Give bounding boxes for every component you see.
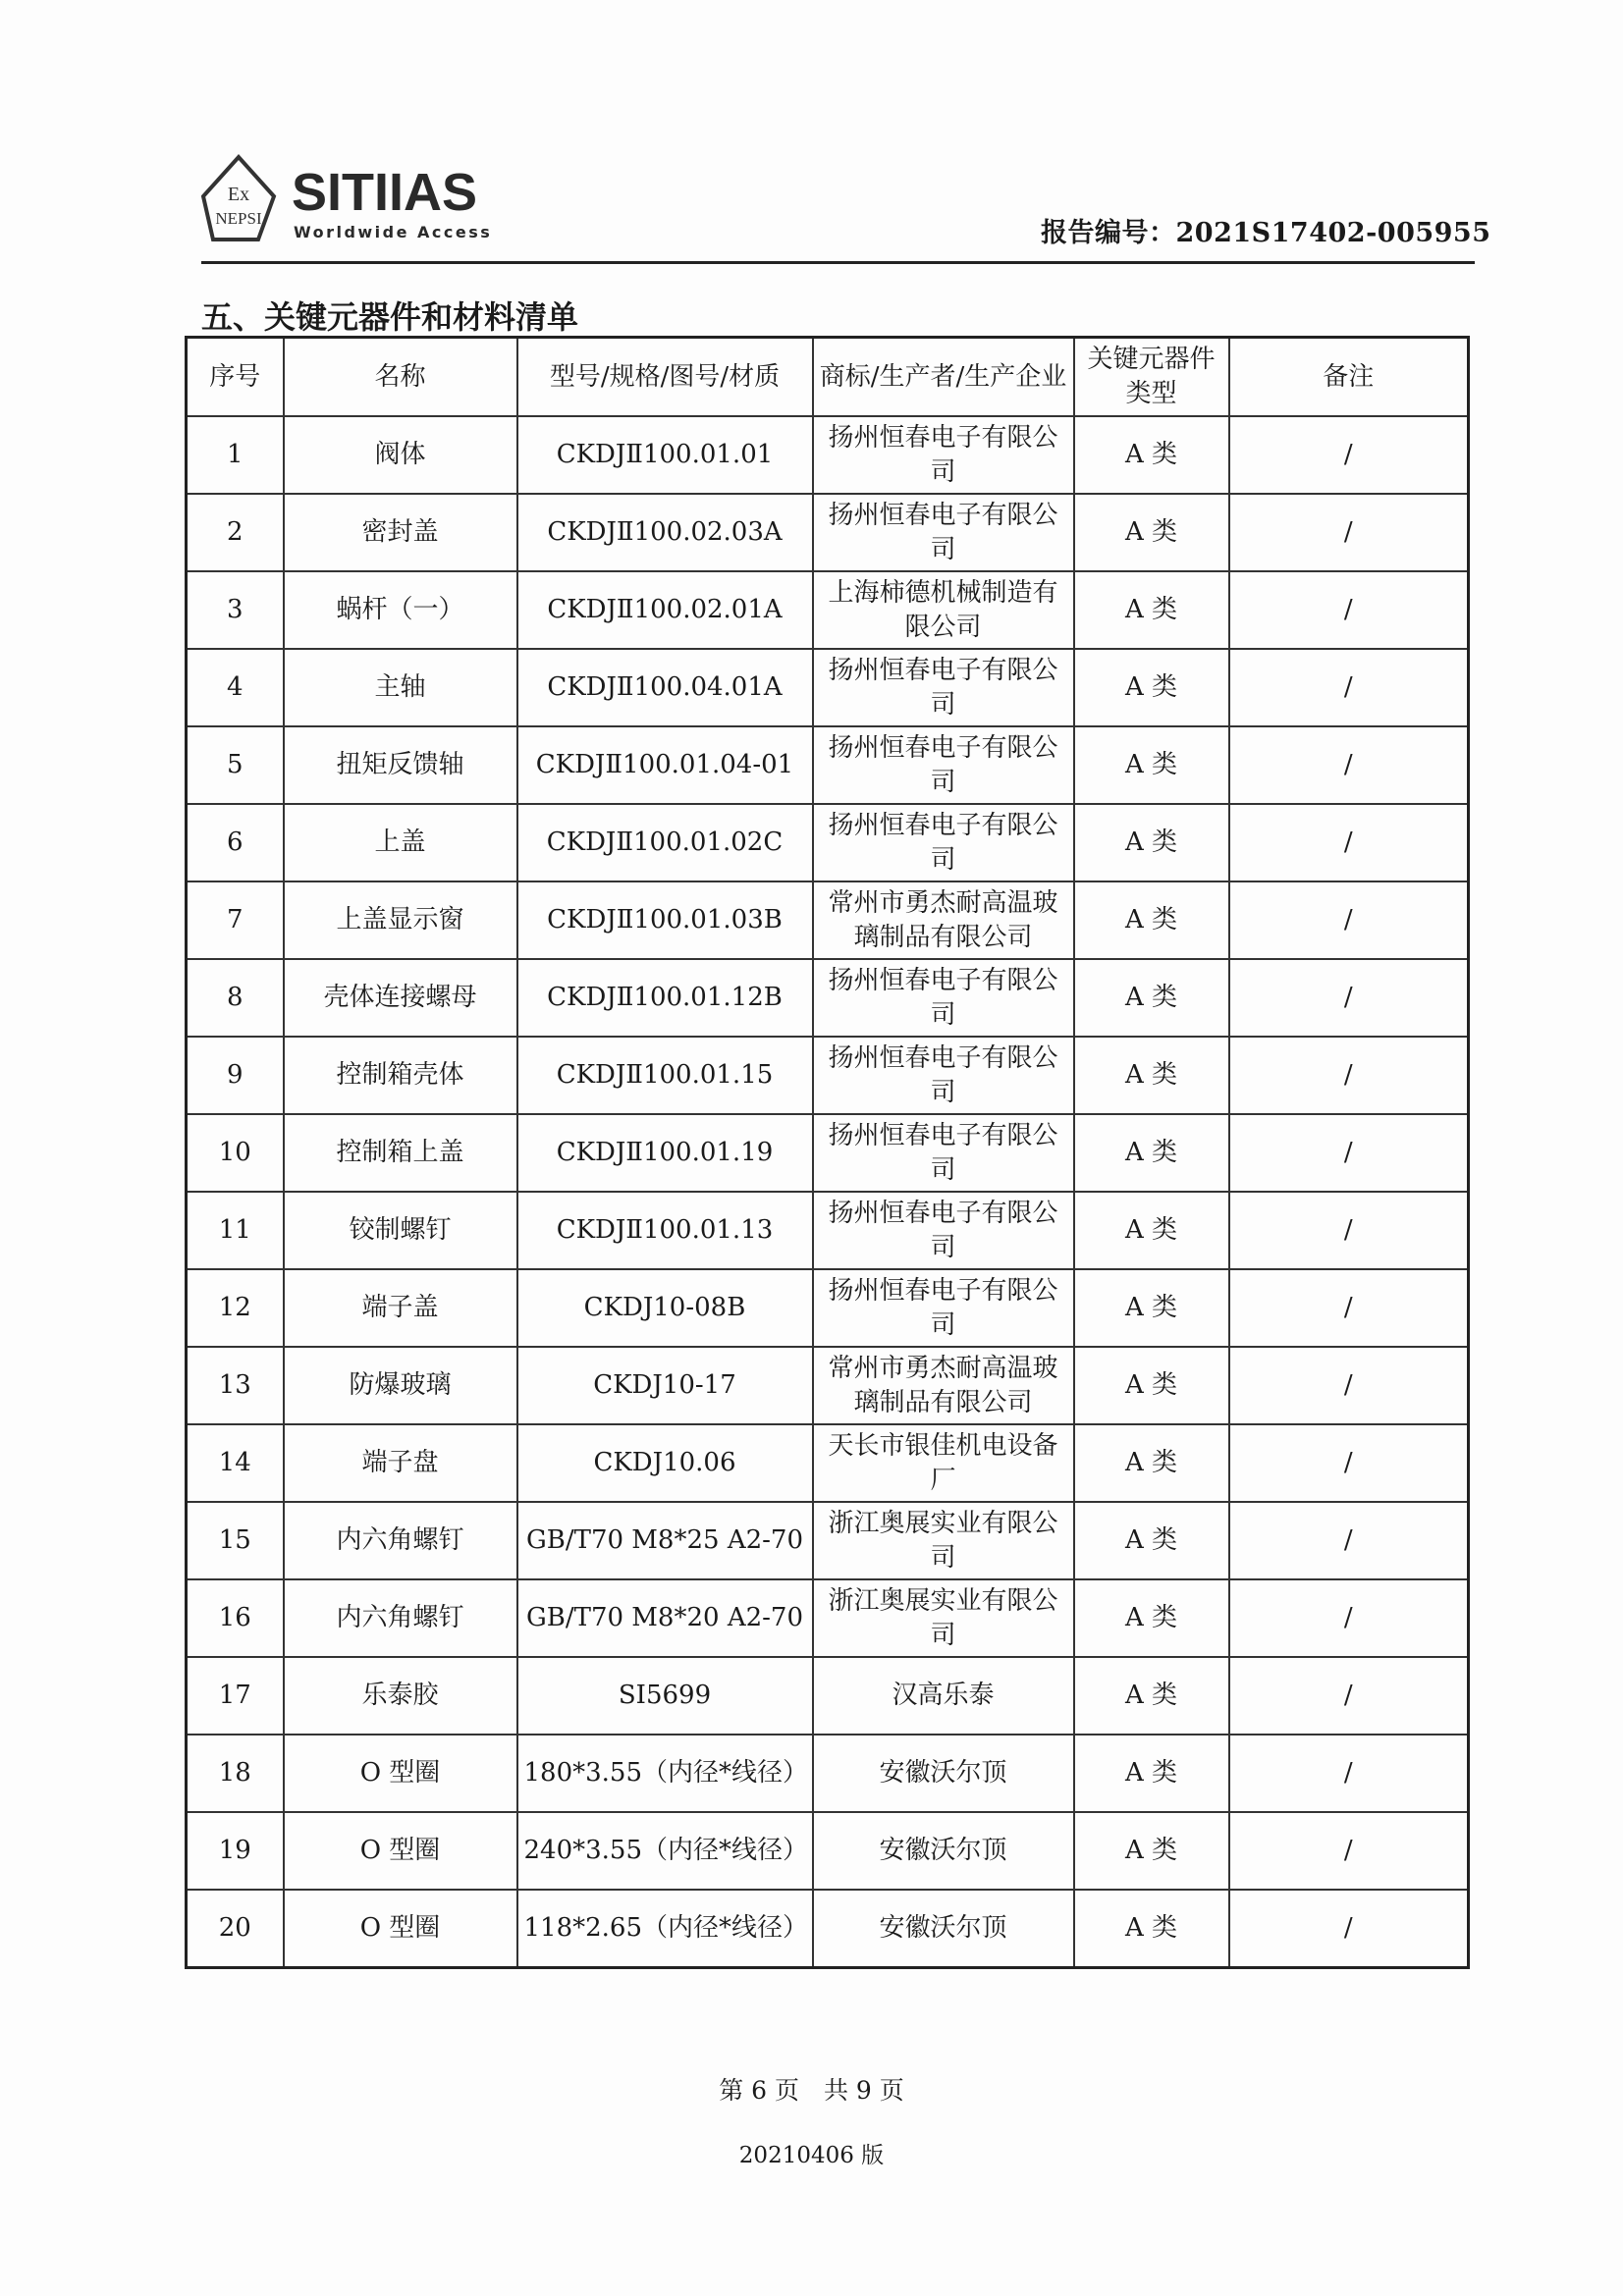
- cell-no: 4: [187, 649, 284, 726]
- cell-maker: 常州市勇杰耐高温玻璃制品有限公司: [813, 881, 1074, 959]
- cell-model: CKDJ10-08B: [517, 1269, 813, 1347]
- page-number: 第 6 页 共 9 页: [719, 2076, 904, 2105]
- header-cell-maker: 商标/生产者/生产企业: [813, 338, 1074, 417]
- cell-name: 蜗杆（一）: [284, 571, 517, 649]
- cell-type: A 类: [1074, 1037, 1229, 1114]
- cell-name: 上盖显示窗: [284, 881, 517, 959]
- cell-note: /: [1229, 881, 1469, 959]
- cell-note: /: [1229, 1192, 1469, 1269]
- cell-note: /: [1229, 1579, 1469, 1657]
- cell-note: /: [1229, 1657, 1469, 1735]
- cell-maker: 安徽沃尔顶: [813, 1890, 1074, 1968]
- cell-model: 118*2.65（内径*线径）: [517, 1890, 813, 1968]
- table-row: [187, 1735, 1469, 1812]
- logo-graphic: [201, 149, 579, 247]
- report-number: 报告编号：2021S17402-005955: [1041, 218, 1491, 248]
- cell-note: /: [1229, 1347, 1469, 1424]
- cell-maker: 常州市勇杰耐高温玻璃制品有限公司: [813, 1347, 1074, 1424]
- cell-maker: 汉高乐泰: [813, 1657, 1074, 1735]
- cell-no: 12: [187, 1269, 284, 1347]
- cell-no: 11: [187, 1192, 284, 1269]
- cell-maker: 安徽沃尔顶: [813, 1735, 1074, 1812]
- cell-name: 壳体连接螺母: [284, 959, 517, 1037]
- cell-type: A 类: [1074, 1269, 1229, 1347]
- cell-model: GB/T70 M8*25 A2-70: [517, 1502, 813, 1579]
- table-row: [187, 1114, 1469, 1192]
- table-row: [187, 1037, 1469, 1114]
- cell-model: CKDJⅡ100.01.12B: [517, 959, 813, 1037]
- cell-no: 1: [187, 416, 284, 494]
- cell-no: 20: [187, 1890, 284, 1968]
- cell-maker: 扬州恒春电子有限公司: [813, 1192, 1074, 1269]
- table-row: [187, 1269, 1469, 1347]
- table-row: [187, 1347, 1469, 1424]
- cell-name: 乐泰胶: [284, 1657, 517, 1735]
- cell-model: CKDJⅡ100.01.04-01: [517, 726, 813, 804]
- cell-note: /: [1229, 804, 1469, 881]
- cell-model: CKDJⅡ100.01.02C: [517, 804, 813, 881]
- cell-maker: 扬州恒春电子有限公司: [813, 726, 1074, 804]
- table-body: [187, 416, 1469, 1968]
- cell-note: /: [1229, 416, 1469, 494]
- table-row: [187, 804, 1469, 881]
- table-row: [187, 571, 1469, 649]
- cell-no: 13: [187, 1347, 284, 1424]
- cell-type: A 类: [1074, 959, 1229, 1037]
- cell-note: /: [1229, 1890, 1469, 1968]
- header-cell-model: 型号/规格/图号/材质: [517, 338, 813, 417]
- cell-type: A 类: [1074, 1347, 1229, 1424]
- header-divider: [201, 261, 1475, 264]
- cell-name: O 型圈: [284, 1735, 517, 1812]
- cell-no: 2: [187, 494, 284, 571]
- cell-model: SI5699: [517, 1657, 813, 1735]
- cell-name: 端子盘: [284, 1424, 517, 1502]
- cell-name: 内六角螺钉: [284, 1579, 517, 1657]
- cell-type: A 类: [1074, 416, 1229, 494]
- cell-no: 17: [187, 1657, 284, 1735]
- cell-model: CKDJⅡ100.01.01: [517, 416, 813, 494]
- cell-note: /: [1229, 726, 1469, 804]
- cell-no: 16: [187, 1579, 284, 1657]
- table-row: [187, 1424, 1469, 1502]
- logo-badge-bottom: NEPSI: [215, 209, 262, 228]
- header-cell-name: 名称: [284, 338, 517, 417]
- header-cell-note: 备注: [1229, 338, 1469, 417]
- logo-badge-top: Ex: [227, 184, 250, 205]
- cell-model: CKDJⅡ100.01.19: [517, 1114, 813, 1192]
- cell-no: 5: [187, 726, 284, 804]
- cell-note: /: [1229, 494, 1469, 571]
- cell-no: 8: [187, 959, 284, 1037]
- version-label: 20210406 版: [738, 2143, 885, 2168]
- table-row: [187, 881, 1469, 959]
- cell-note: /: [1229, 649, 1469, 726]
- cell-name: O 型圈: [284, 1890, 517, 1968]
- cell-type: A 类: [1074, 1812, 1229, 1890]
- cell-no: 6: [187, 804, 284, 881]
- cell-type: A 类: [1074, 804, 1229, 881]
- cell-type: A 类: [1074, 1890, 1229, 1968]
- components-table: [185, 336, 1470, 1969]
- cell-no: 9: [187, 1037, 284, 1114]
- cell-type: A 类: [1074, 1657, 1229, 1735]
- cell-type: A 类: [1074, 1502, 1229, 1579]
- cell-model: CKDJⅡ100.01.15: [517, 1037, 813, 1114]
- cell-maker: 天长市银佳机电设备厂: [813, 1424, 1074, 1502]
- cell-type: A 类: [1074, 649, 1229, 726]
- cell-name: 主轴: [284, 649, 517, 726]
- cell-maker: 扬州恒春电子有限公司: [813, 959, 1074, 1037]
- cell-type: A 类: [1074, 1579, 1229, 1657]
- cell-type: A 类: [1074, 1114, 1229, 1192]
- table-row: [187, 1657, 1469, 1735]
- table-row: [187, 726, 1469, 804]
- cell-no: 19: [187, 1812, 284, 1890]
- cell-type: A 类: [1074, 571, 1229, 649]
- table-row: [187, 1890, 1469, 1968]
- cell-model: CKDJⅡ100.02.03A: [517, 494, 813, 571]
- cell-maker: 安徽沃尔顶: [813, 1812, 1074, 1890]
- cell-name: 防爆玻璃: [284, 1347, 517, 1424]
- cell-note: /: [1229, 1502, 1469, 1579]
- cell-type: A 类: [1074, 1192, 1229, 1269]
- cell-maker: 扬州恒春电子有限公司: [813, 416, 1074, 494]
- cell-type: A 类: [1074, 726, 1229, 804]
- table-row: [187, 494, 1469, 571]
- cell-maker: 扬州恒春电子有限公司: [813, 1037, 1074, 1114]
- cell-maker: 扬州恒春电子有限公司: [813, 649, 1074, 726]
- cell-no: 7: [187, 881, 284, 959]
- cell-model: CKDJⅡ100.01.13: [517, 1192, 813, 1269]
- logo-tagline: Worldwide Access: [294, 223, 493, 241]
- table-row: [187, 1579, 1469, 1657]
- cell-maker: 浙江奥展实业有限公司: [813, 1579, 1074, 1657]
- company-logo: [201, 149, 579, 247]
- cell-maker: 扬州恒春电子有限公司: [813, 494, 1074, 571]
- cell-name: 控制箱壳体: [284, 1037, 517, 1114]
- table-row: [187, 1192, 1469, 1269]
- cell-note: /: [1229, 1812, 1469, 1890]
- table-row: [187, 416, 1469, 494]
- section-title: 五、关键元器件和材料清单: [201, 298, 579, 336]
- cell-name: O 型圈: [284, 1812, 517, 1890]
- cell-model: CKDJⅡ100.01.03B: [517, 881, 813, 959]
- cell-model: CKDJ10.06: [517, 1424, 813, 1502]
- cell-model: 240*3.55（内径*线径）: [517, 1812, 813, 1890]
- cell-type: A 类: [1074, 494, 1229, 571]
- cell-maker: 浙江奥展实业有限公司: [813, 1502, 1074, 1579]
- cell-note: /: [1229, 959, 1469, 1037]
- table-header-row: [187, 338, 1469, 417]
- cell-note: /: [1229, 1037, 1469, 1114]
- cell-note: /: [1229, 571, 1469, 649]
- cell-name: 端子盖: [284, 1269, 517, 1347]
- logo-brand: SITIIAS: [292, 163, 478, 222]
- cell-no: 15: [187, 1502, 284, 1579]
- cell-name: 扭矩反馈轴: [284, 726, 517, 804]
- cell-model: GB/T70 M8*20 A2-70: [517, 1579, 813, 1657]
- cell-name: 阀体: [284, 416, 517, 494]
- cell-note: /: [1229, 1735, 1469, 1812]
- cell-maker: 扬州恒春电子有限公司: [813, 804, 1074, 881]
- cell-no: 10: [187, 1114, 284, 1192]
- cell-model: CKDJ10-17: [517, 1347, 813, 1424]
- cell-maker: 扬州恒春电子有限公司: [813, 1269, 1074, 1347]
- table-row: [187, 959, 1469, 1037]
- cell-name: 密封盖: [284, 494, 517, 571]
- table-row: [187, 1812, 1469, 1890]
- header-cell-no: 序号: [187, 338, 284, 417]
- cell-note: /: [1229, 1269, 1469, 1347]
- cell-note: /: [1229, 1114, 1469, 1192]
- cell-name: 内六角螺钉: [284, 1502, 517, 1579]
- cell-type: A 类: [1074, 881, 1229, 959]
- cell-model: 180*3.55（内径*线径）: [517, 1735, 813, 1812]
- table-row: [187, 1502, 1469, 1579]
- header-cell-type: 关键元器件类型: [1074, 338, 1229, 417]
- cell-note: /: [1229, 1424, 1469, 1502]
- cell-type: A 类: [1074, 1735, 1229, 1812]
- cell-no: 3: [187, 571, 284, 649]
- cell-no: 18: [187, 1735, 284, 1812]
- cell-type: A 类: [1074, 1424, 1229, 1502]
- cell-maker: 上海柿德机械制造有限公司: [813, 571, 1074, 649]
- cell-name: 铰制螺钉: [284, 1192, 517, 1269]
- cell-name: 控制箱上盖: [284, 1114, 517, 1192]
- cell-name: 上盖: [284, 804, 517, 881]
- cell-no: 14: [187, 1424, 284, 1502]
- cell-maker: 扬州恒春电子有限公司: [813, 1114, 1074, 1192]
- table-row: [187, 649, 1469, 726]
- cell-model: CKDJⅡ100.04.01A: [517, 649, 813, 726]
- cell-model: CKDJⅡ100.02.01A: [517, 571, 813, 649]
